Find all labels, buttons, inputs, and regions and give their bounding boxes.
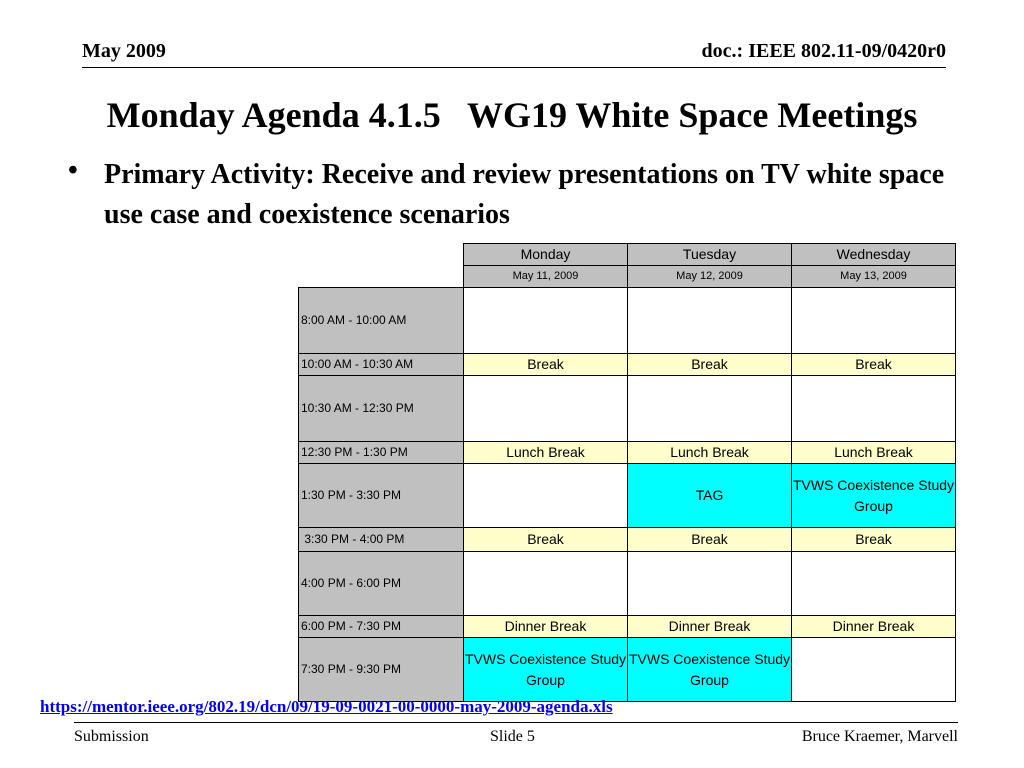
time-slot: 4:00 PM - 6:00 PM [299, 552, 464, 616]
lunch-cell: Lunch Break [464, 442, 628, 464]
header-doc-id: doc.: IEEE 802.11-09/0420r0 [701, 40, 946, 62]
agenda-row [299, 638, 956, 702]
dinner-cell: Dinner Break [628, 616, 792, 638]
date-tuesday: May 12, 2009 [628, 266, 792, 288]
break-cell: Break [628, 528, 792, 552]
agenda-row [299, 376, 956, 442]
agenda-table [298, 243, 956, 702]
footer-submission: Submission [74, 728, 149, 745]
agenda-row [299, 552, 956, 616]
time-slot: 12:30 PM - 1:30 PM [299, 442, 464, 464]
session-cell [792, 638, 956, 702]
break-cell: Break [792, 354, 956, 376]
header-divider [82, 67, 946, 68]
session-cell [792, 552, 956, 616]
session-cell [464, 464, 628, 528]
agenda-row [299, 442, 956, 464]
dinner-cell: Dinner Break [792, 616, 956, 638]
break-cell: Break [464, 354, 628, 376]
tvws-session-cell: TVWS Coexistence Study Group [464, 638, 628, 702]
break-cell: Break [628, 354, 792, 376]
day-header-row [299, 244, 956, 266]
tvws-session-cell: TVWS Coexistence Study Group [628, 638, 792, 702]
agenda-row [299, 288, 956, 354]
day-monday: Monday [464, 244, 628, 266]
time-slot: 10:30 AM - 12:30 PM [299, 376, 464, 442]
corner-cell [299, 244, 464, 266]
time-slot: 7:30 PM - 9:30 PM [299, 638, 464, 702]
time-slot: 1:30 PM - 3:30 PM [299, 464, 464, 528]
time-slot: 10:00 AM - 10:30 AM [299, 354, 464, 376]
session-cell [628, 288, 792, 354]
time-slot: 3:30 PM - 4:00 PM [299, 528, 464, 552]
day-wednesday: Wednesday [792, 244, 956, 266]
session-cell [792, 376, 956, 442]
bullet-marker: • [68, 155, 78, 186]
lunch-cell: Lunch Break [628, 442, 792, 464]
break-cell: Break [464, 528, 628, 552]
corner-cell [299, 266, 464, 288]
session-cell [628, 552, 792, 616]
session-cell [464, 376, 628, 442]
date-wednesday: May 13, 2009 [792, 266, 956, 288]
agenda-row [299, 464, 956, 528]
footer-divider [74, 722, 958, 723]
session-cell [792, 288, 956, 354]
time-slot: 8:00 AM - 10:00 AM [299, 288, 464, 354]
header-date: May 2009 [82, 40, 166, 62]
footer-author: Bruce Kraemer, Marvell [801, 728, 958, 745]
agenda-spreadsheet-link[interactable]: https://mentor.ieee.org/802.19/dcn/09/19-09-0021-00-0000-may-2009-agenda.xls [40, 697, 613, 716]
session-cell [628, 376, 792, 442]
agenda-row [299, 528, 956, 552]
footer-slide-number: Slide 5 [490, 728, 535, 745]
date-monday: May 11, 2009 [464, 266, 628, 288]
dinner-cell: Dinner Break [464, 616, 628, 638]
agenda-row [299, 616, 956, 638]
agenda-row [299, 354, 956, 376]
break-cell: Break [792, 528, 956, 552]
time-slot: 6:00 PM - 7:30 PM [299, 616, 464, 638]
date-header-row [299, 266, 956, 288]
tvws-session-cell: TVWS Coexistence Study Group [792, 464, 956, 528]
lunch-cell: Lunch Break [792, 442, 956, 464]
session-cell [464, 552, 628, 616]
session-cell [464, 288, 628, 354]
tag-session-cell: TAG [628, 464, 792, 528]
day-tuesday: Tuesday [628, 244, 792, 266]
slide-title: Monday Agenda 4.1.5 WG19 White Space Meetings [106, 95, 918, 135]
bullet-text: Primary Activity: Receive and review presentations on TV white space use case and coexistence scenarios [104, 159, 945, 230]
